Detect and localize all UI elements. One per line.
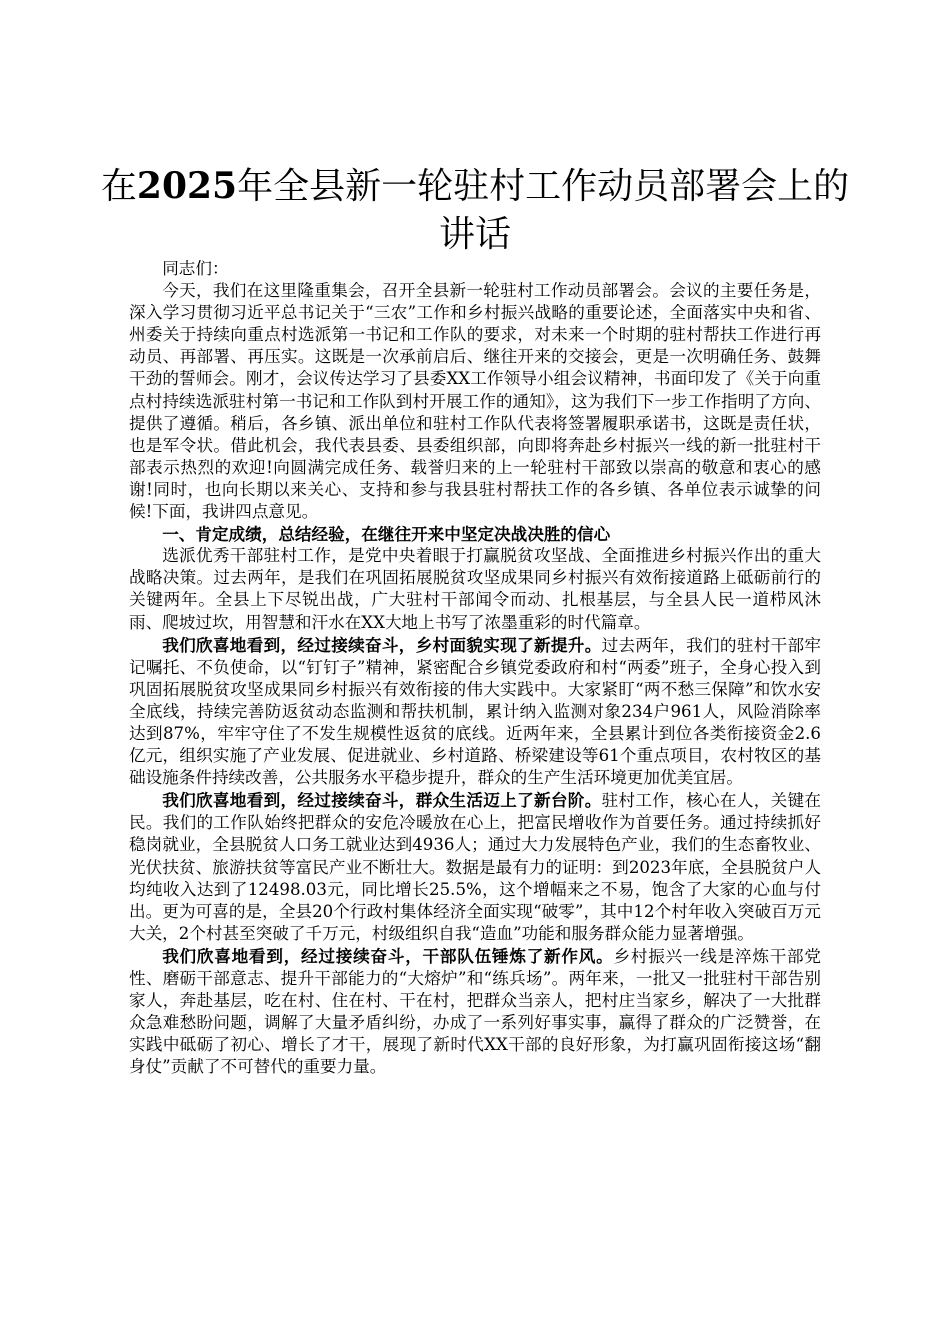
- paragraph-cadre-style: [129, 945, 821, 1079]
- paragraph-text: 驻村工作，核心在人，关键在民。我们的工作队始终把群众的安危冷暖放在心上，把富民增收作为首要任务。通过持续抓好稳岗就业，全县脱贫人口务工就业达到4936人；通过大力发展特色产业，我们的生态畜牧业、光伏扶贫、旅游扶贫等富民产业不断壮大。数据是最有力的证明：到2023年底，全县脱贫户人均纯收入达到了12498.03元，同比增长25.5%，这个增幅来之不易，饱含了大家的心血与付出。更为可喜的是，全县20个行政村集体经济全面实现“破零”，其中12个村年收入突破百万元大关，2个村甚至突破了千万元，村级组织自我“造血”功能和服务群众能力显著增强。: [129, 791, 822, 943]
- paragraph-text: 选派优秀干部驻村工作，是党中央着眼于打赢脱贫攻坚战、全面推进乡村振兴作出的重大战略决策。过去两年，是我们在巩固拓展脱贫攻坚成果同乡村振兴有效衔接道路上砥砺前行的关键两年。全县上下尽锐出战，广大驻村干部闻令而动、扎根基层，与全县人民一道栉风沐雨、爬坡过坎，用智慧和汗水在XX大地上书写了浓墨重彩的时代篇章。: [129, 546, 821, 632]
- paragraph-lead: 我们欣喜地看到，经过接续奋斗，群众生活迈上了新台阶。: [162, 790, 602, 811]
- title-year: 2025: [136, 165, 238, 207]
- paragraph-text: 乡村振兴一线是淬炼干部党性、磨砺干部意志、提升干部能力的“大熔炉”和“练兵场”。两年来，一批又一批驻村干部告别家人，奔赴基层，吃在村、住在村、干在村，把群众当亲人，把村庄当家乡，解决了一大批群众急难愁盼问题，调解了大量矛盾纠纷，办成了一系列好事实事，赢得了群众的广泛赞誉，在实践中砥砺了初心、增长了才干，展现了新时代XX干部的良好形象，为打赢巩固衔接这场“翻身仗”贡献了不可替代的重要力量。: [129, 946, 822, 1077]
- paragraph-lead: 我们欣喜地看到，经过接续奋斗，干部队伍锤炼了新作风。: [162, 945, 614, 966]
- section-heading-1: 一、肯定成绩，总结经验，在继往开来中坚定决战决胜的信心: [162, 524, 611, 545]
- paragraph-section1-intro: [129, 545, 821, 633]
- title-prefix: 在: [100, 166, 137, 207]
- paragraph-intro: [129, 280, 821, 523]
- document-body: [129, 258, 821, 1078]
- paragraph-village-appearance: [129, 634, 821, 790]
- salutation: 同志们：: [162, 259, 229, 278]
- paragraph-text: 过去两年，我们的驻村干部牢记嘱托、不负使命，以“钉钉子”精神，紧密配合乡镇党委政府和村“两委”班子，全身心投入到巩固拓展脱贫攻坚成果同乡村振兴有效衔接的伟大实践中。大家紧盯“两不愁三保障”和饮水安全底线，持续完善防返贫动态监测和帮扶机制，累计纳入监测对象234户961人，风险消除率达到87%，牢牢守住了不发生规模性返贫的底线。近两年来，全县累计到位各类衔接资金2.6亿元，组织实施了产业发展、促进就业、乡村道路、桥梁建设等61个重点项目，农村牧区的基础设施条件持续改善，公共服务水平稳步提升，群众的生产生活环境更加优美宜居。: [129, 635, 822, 788]
- paragraph-people-life: [129, 789, 821, 945]
- document-title: [100, 162, 850, 259]
- title-suffix: 年全县新一轮驻村工作动员部署会上的讲话: [237, 166, 850, 255]
- paragraph-text: 今天，我们在这里隆重集会，召开全县新一轮驻村工作动员部署会。会议的主要任务是，深入学习贯彻习近平总书记关于“三农”工作和乡村振兴战略的重要论述，全面落实中央和省、州委关于持续向重点村选派第一书记和工作队的要求，对未来一个时期的驻村帮扶工作进行再动员、再部署、再压实。这既是一次承前启后、继往开来的交接会，更是一次明确任务、鼓舞干劲的誓师会。刚才，会议传达学习了县委XX工作领导小组会议精神，书面印发了《关于向重点村持续选派驻村第一书记和工作队到村开展工作的通知》，这为我们下一步工作指明了方向、提供了遵循。稍后，各乡镇、派出单位和驻村工作队代表将签署履职承诺书，这既是责任状，也是军令状。借此机会，我代表县委、县委组织部，向即将奔赴乡村振兴一线的新一批驻村干部表示热烈的欢迎!向圆满完成任务、载誉归来的上一轮驻村干部致以崇高的敬意和衷心的感谢!同时，也向长期以来关心、支持和参与我县驻村帮扶工作的各乡镇、各单位表示诚挚的问候!下面，我讲四点意见。: [129, 281, 821, 522]
- paragraph-lead: 我们欣喜地看到，经过接续奋斗，乡村面貌实现了新提升。: [162, 634, 602, 655]
